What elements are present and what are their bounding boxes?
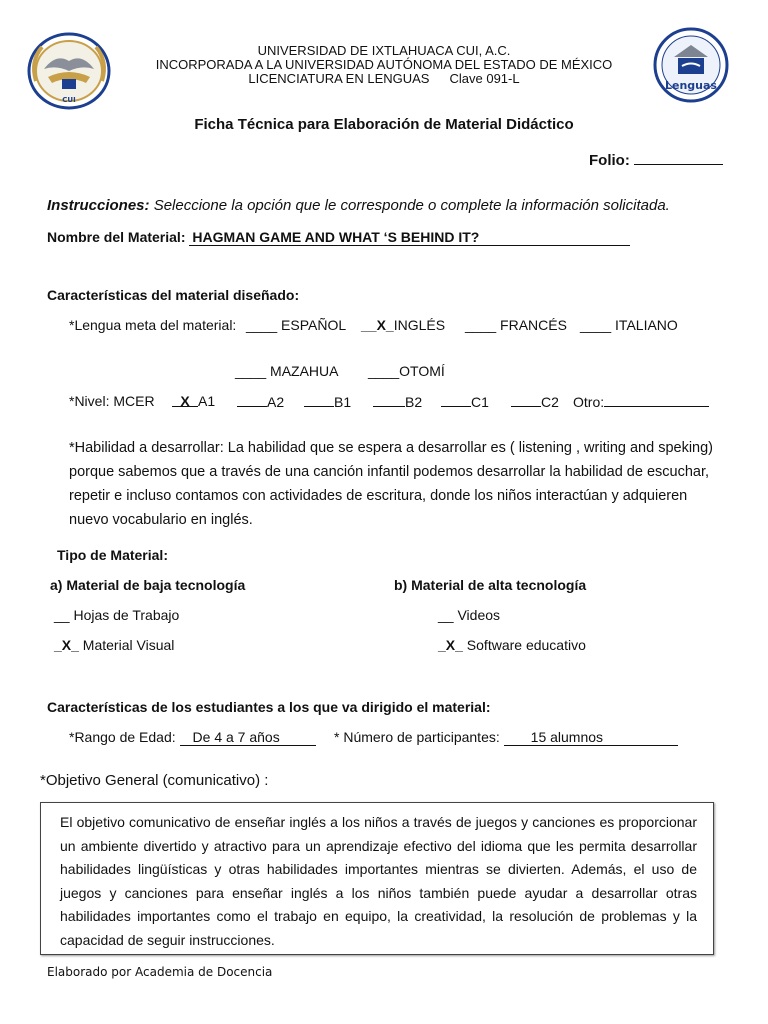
alta-item-videos: __ Videos	[438, 607, 501, 623]
material-name-label: Nombre del Material:	[47, 229, 190, 245]
alta-tecnologia-heading: b) Material de alta tecnología	[394, 577, 587, 593]
objetivo-label: *Objetivo General (comunicativo) :	[40, 772, 269, 789]
header-licenciatura	[0, 72, 768, 85]
nivel-c1: C1	[441, 393, 489, 410]
header-incorporation: INCORPORADA A LA UNIVERSIDAD AUTÓNOMA DEL ESTADO DE MÉXICO	[155, 57, 613, 72]
material-name-row	[47, 229, 630, 246]
nivel-otro: Otro:	[573, 393, 709, 410]
caracteristicas-heading: Características del material diseñado:	[47, 287, 300, 303]
instructions-text: Seleccione la opción que le corresponde o complete la información solicitada.	[149, 197, 670, 214]
instructions	[47, 197, 670, 214]
header-program: LICENCIATURA EN LENGUAS	[248, 71, 430, 86]
lengua-ingles: __X_INGLÉS	[361, 317, 446, 333]
tipo-material-heading: Tipo de Material:	[57, 547, 168, 563]
objetivo-box	[40, 802, 714, 955]
edad-row	[69, 729, 316, 746]
nivel-c2: C2	[511, 393, 559, 410]
lengua-label: *Lengua meta del material:	[69, 317, 237, 333]
edad-label: *Rango de Edad:	[69, 729, 176, 745]
participantes-value: 15 alumnos	[504, 729, 678, 746]
participantes-row	[334, 729, 678, 746]
habilidad-paragraph: *Habilidad a desarrollar: La habilidad que se espera a desarrollar es ( listening , writing and speking) porque sabemos que a través de una canción infantil podemos desarrollar la habilidad de escuchar, repetir e incluso contamos con actividades de escritura, donde los niños interactúan y adquieren nuevo vocabulario en inglés.	[69, 440, 714, 528]
folio-label: Folio:	[589, 152, 634, 169]
document-title: Ficha Técnica para Elaboración de Material Didáctico	[194, 116, 574, 133]
lengua-frances: ____ FRANCÉS	[465, 317, 567, 333]
nivel-a2: A2	[237, 393, 284, 410]
lengua-espanol: ____ ESPAÑOL	[246, 317, 347, 333]
nivel-label: *Nivel: MCER	[69, 393, 155, 409]
nivel-b2: B2	[373, 393, 422, 410]
material-name-value: HAGMAN GAME AND WHAT ‘S BEHIND IT?	[189, 229, 630, 246]
baja-item-hojas: __ Hojas de Trabajo	[54, 607, 180, 623]
instructions-label: Instrucciones:	[47, 197, 150, 214]
folio-field	[589, 151, 723, 169]
participantes-label: * Número de participantes:	[334, 729, 500, 745]
alta-item-software: _X_ Software educativo	[438, 637, 586, 653]
header-university-name: UNIVERSIDAD DE IXTLAHUACA CUI, A.C.	[257, 43, 511, 58]
baja-tecnologia-heading: a) Material de baja tecnología	[50, 577, 246, 593]
estudiantes-heading: Características de los estudiantes a los que va dirigido el material:	[47, 699, 491, 715]
svg-text:CUI: CUI	[62, 96, 76, 104]
lengua-otomi: ____OTOMÍ	[368, 363, 445, 379]
baja-item-visual: _X_ Material Visual	[54, 637, 175, 653]
lengua-mazahua: ____ MAZAHUA	[235, 363, 339, 379]
folio-blank	[634, 151, 723, 165]
svg-text:Lenguas: Lenguas	[665, 79, 717, 92]
edad-value: De 4 a 7 años	[180, 729, 316, 746]
nivel-a1: X A1	[172, 393, 215, 409]
footer-credit: Elaborado por Academia de Docencia	[47, 965, 273, 979]
lengua-italiano: ____ ITALIANO	[580, 317, 678, 333]
nivel-b1: B1	[304, 393, 351, 410]
university-seal-logo	[26, 31, 112, 111]
objetivo-text: El objetivo comunicativo de enseñar inglés a los niños a través de juegos y canciones es proporcionar un ambiente divertido y atractivo para un aprendizaje efectivo del idioma que les permita desarrollar habilidades lingüísticas y otras habilidades importantes mientras se divierten. Además, el uso de juegos y canciones para enseñar inglés a los niños también puede ayudar a desarrollar otras habilidades importantes como el trabajo en equipo, la creatividad, la resolución de problemas y la capacidad de seguir instrucciones.	[60, 814, 697, 948]
header-clave: Clave 091-L	[449, 71, 520, 86]
